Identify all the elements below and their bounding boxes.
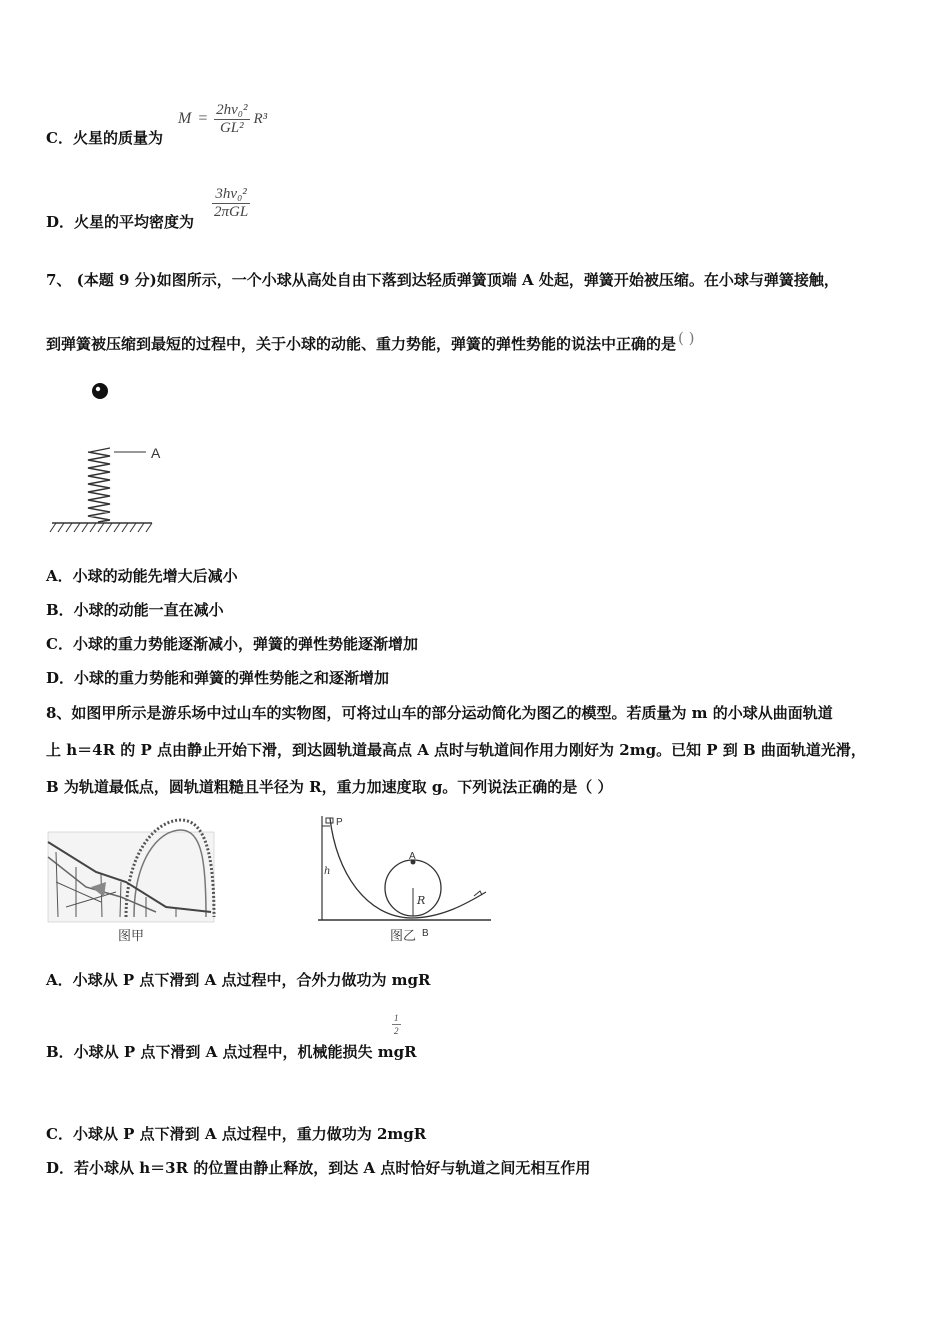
- formula-frac-d: [212, 186, 250, 221]
- spring-coil: [88, 452, 110, 522]
- formula-num-d: 3hv₀²: [212, 186, 250, 204]
- q8-stem-line2: 上 h＝4R 的 P 点由静止开始下滑，到达圆轨道最高点 A 点时与轨道间作用力刚好为 2mg。已知 P 到 B 曲面轨道光滑，: [46, 741, 866, 759]
- q8-option-a: A．小球从 P 点下滑到 A 点过程中，合外力做功为 mgR: [46, 971, 431, 989]
- q6-option-d-text: D．火星的平均密度为: [46, 213, 195, 231]
- q8-stem-line3: B 为轨道最低点，圆轨道粗糙且半径为 R，重力加速度取 g。下列说法正确的是（ ）: [46, 778, 613, 796]
- q6-option-c-text: C．火星的质量为: [46, 129, 163, 147]
- label-r: R: [417, 894, 426, 907]
- q7-answer-paren: ( ): [678, 329, 695, 347]
- ground-hatch: [50, 523, 152, 532]
- formula-eq: =: [197, 110, 209, 128]
- q8-stem-line1: 8、如图甲所示是游乐场中过山车的实物图，可将过山车的部分运动简化为图乙的模型。若质量为 m 的小球从曲面轨道: [46, 704, 833, 722]
- q7-stem-line1: 7、 (本题 9 分)如图所示，一个小球从高处自由下落到达轻质弹簧顶端 A 处起，弹簧开始被压缩。在小球与弹簧接触，: [46, 271, 839, 289]
- formula-tail: R³: [253, 111, 268, 128]
- label-a: A: [151, 445, 161, 461]
- formula-den-d: 2πGL: [214, 204, 249, 220]
- q8-option-b-frac: [392, 1012, 401, 1037]
- formula-m: M: [178, 110, 192, 128]
- formula-frac: [214, 102, 249, 137]
- q6-option-c-formula: [178, 102, 267, 137]
- q6-option-d-formula: [212, 186, 250, 221]
- label-p: P: [336, 817, 343, 828]
- ball-icon: [92, 383, 108, 399]
- q6-option-d: [46, 212, 194, 232]
- frac-num: 1: [394, 1013, 399, 1023]
- q7-stem-line2: [46, 329, 695, 354]
- label-h: h: [324, 866, 331, 877]
- figure-jia-photo: [46, 812, 221, 952]
- q7-stem-line2-text: 到弹簧被压缩到最短的过程中，关于小球的动能、重力势能，弹簧的弹性势能的说法中正确的是: [46, 335, 677, 353]
- q6-option-c: [46, 128, 163, 148]
- formula-den: GL²: [219, 120, 244, 136]
- q7-option-c: C．小球的重力势能逐渐减小，弹簧的弹性势能逐渐增加: [46, 635, 418, 653]
- formula-num: 2hv₀²: [216, 102, 248, 118]
- fig-yi-caption: 图乙: [390, 929, 417, 944]
- q8-option-c: C．小球从 P 点下滑到 A 点过程中，重力做功为 2mgR: [46, 1125, 427, 1143]
- q8-option-b: B．小球从 P 点下滑到 A 点过程中，机械能损失 mgR: [46, 1043, 417, 1061]
- q7-option-b: B．小球的动能一直在减小: [46, 601, 224, 619]
- q8-option-d: D．若小球从 h＝3R 的位置由静止释放，到达 A 点时恰好与轨道之间无相互作用: [46, 1159, 591, 1177]
- q7-option-d: D．小球的重力势能和弹簧的弹性势能之和逐渐增加: [46, 669, 390, 687]
- label-b: B: [422, 928, 429, 939]
- figure-yi-diagram: [316, 812, 506, 952]
- q7-option-a: A．小球的动能先增大后减小: [46, 567, 238, 585]
- frac-den: 2: [394, 1026, 399, 1036]
- fig-jia-caption: 图甲: [118, 929, 145, 944]
- label-a: A: [409, 851, 416, 862]
- spring-figure: [48, 380, 188, 540]
